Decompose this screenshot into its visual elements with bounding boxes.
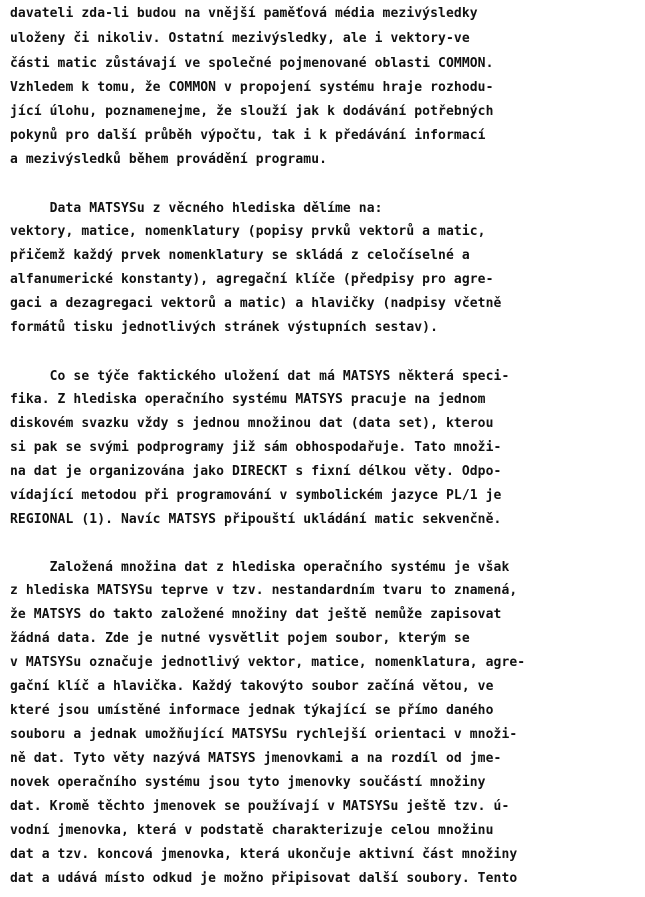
text-line: na dat je organizována jako DIRECKT s fixní délkou věty. Odpo- (10, 464, 502, 479)
text-line: davateli zda-li budou na vnější paměťová média mezivýsledky (10, 6, 478, 21)
text-line: gaci a dezagregaci vektorů a matic) a hlavičky (nadpisy včetně (10, 296, 502, 311)
text-line: ně dat. Tyto věty nazývá MATSYS jmenovkami a na rozdíl od jme- (10, 751, 502, 766)
text-line: Co se týče faktického uložení dat má MATSYS některá speci- (10, 369, 510, 384)
text-line: části matic zůstávají ve společné pojmenované oblasti COMMON. (10, 56, 494, 71)
text-line: REGIONAL (1). Navíc MATSYS připouští ukládání matic sekvenčně. (10, 512, 502, 527)
text-line: si pak se svými podprogramy již sám obhospodařuje. Tato množi- (10, 440, 502, 455)
text-line: alfanumerické konstanty), agregační klíče (předpisy pro agre- (10, 272, 494, 287)
text-line: v MATSYSu označuje jednotlivý vektor, matice, nomenklatura, agre- (10, 655, 526, 670)
text-line: vodní jmenovka, která v podstatě charakterizuje celou množinu (10, 823, 494, 838)
text-line: uloženy či nikoliv. Ostatní mezivýsledky, ale i vektory-ve (10, 31, 470, 46)
text-line: které jsou umístěné informace jednak týkající se přímo daného (10, 703, 494, 718)
text-line: dat a tzv. koncová jmenovka, která ukončuje aktivní část množiny (10, 847, 518, 862)
text-line: že MATSYS do takto založené množiny dat ještě nemůže zapisovat (10, 607, 502, 622)
text-line: vektory, matice, nomenklatury (popisy prvků vektorů a matic, (10, 224, 486, 239)
text-line: formátů tisku jednotlivých stránek výstupních sestav). (10, 320, 439, 335)
text-line: žádná data. Zde je nutné vysvětlit pojem soubor, kterým se (10, 631, 470, 646)
text-line: dat. Kromě těchto jmenovek se používají v MATSYSu ještě tzv. ú- (10, 799, 510, 814)
text-line: novek operačního systému jsou tyto jmenovky součástí množiny (10, 775, 486, 790)
text-line: přičemž každý prvek nomenklatury se skládá z celočíselné a (10, 248, 470, 263)
text-line: Data MATSYSu z věcného hlediska dělíme na: (10, 201, 383, 216)
text-line: fika. Z hlediska operačního systému MATSYS pracuje na jednom (10, 392, 486, 407)
text-line: pokynů pro další průběh výpočtu, tak i k předávání informací (10, 128, 486, 143)
text-line: diskovém svazku vždy s jednou množinou dat (data set), kterou (10, 416, 494, 431)
text-line: dat a udává místo odkud je možno připisovat další soubory. Tento (10, 871, 518, 886)
text-line: z hlediska MATSYSu teprve v tzv. nestandardním tvaru to znamená, (10, 583, 518, 598)
text-line: vídající metodou při programování v symbolickém jazyce PL/1 je (10, 488, 502, 503)
text-line: Vzhledem k tomu, že COMMON v propojení systému hraje rozhodu- (10, 80, 494, 95)
text-line: gační klíč a hlavička. Každý takovýto soubor začíná větou, ve (10, 679, 494, 694)
text-line: a mezivýsledků během provádění programu. (10, 152, 328, 167)
text-line: souboru a jednak umožňující MATSYSu rychlejší orientaci v množi- (10, 727, 518, 742)
text-line: jící úlohu, poznamenejme, že slouží jak k dodávání potřebných (10, 104, 494, 119)
text-line: Založená množina dat z hlediska operačního systému je však (10, 560, 510, 575)
